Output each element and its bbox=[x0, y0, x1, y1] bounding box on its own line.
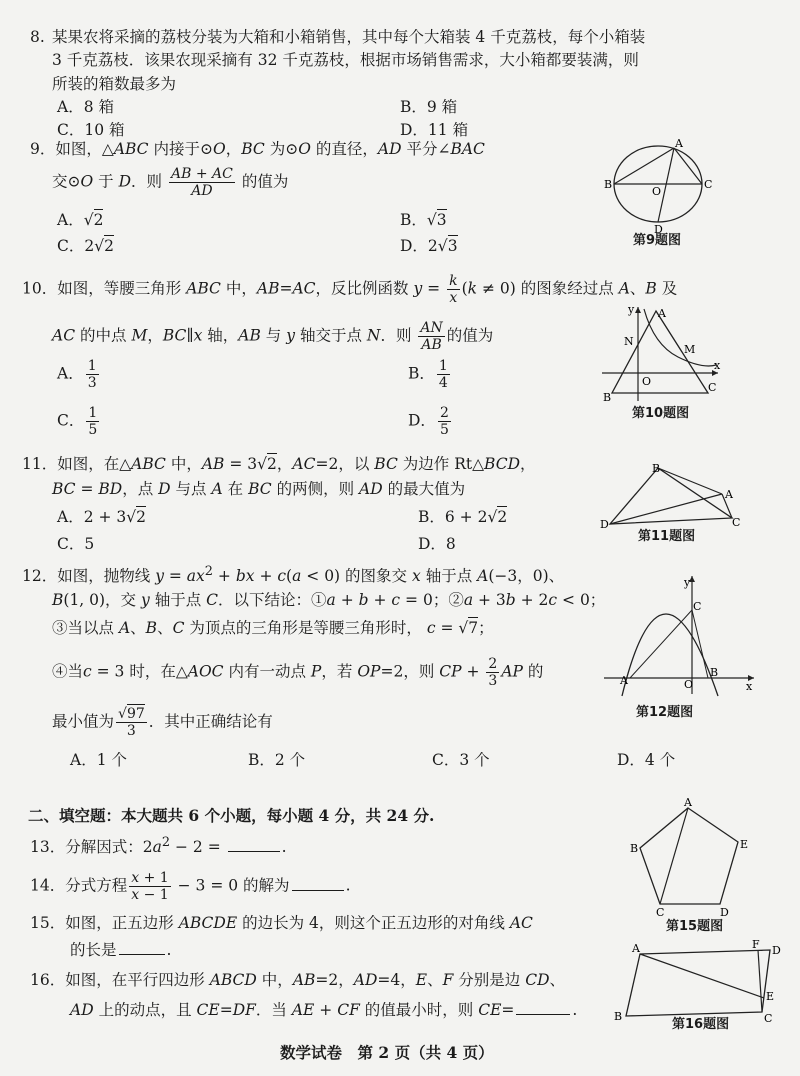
q9-option-c: C．2√2 bbox=[57, 237, 114, 255]
q16-line2: AD 上的动点，且 CE=DF．当 AE + CF 的值最小时，则 CE= . bbox=[70, 1001, 578, 1019]
svg-text:x: x bbox=[746, 680, 753, 693]
svg-text:E: E bbox=[740, 838, 749, 851]
svg-text:D: D bbox=[654, 223, 663, 236]
q15-line1: 15．如图，正五边形 ABCDE 的边长为 4，则这个正五边形的对角线 AC bbox=[30, 914, 533, 932]
svg-text:O: O bbox=[652, 185, 662, 198]
svg-text:B: B bbox=[604, 178, 613, 191]
svg-text:B: B bbox=[614, 1010, 623, 1022]
q9-option-b: B．√3 bbox=[400, 211, 447, 229]
q10-option-b: B． $\frac{1}{4}$ bbox=[408, 358, 448, 392]
svg-text:C: C bbox=[764, 1012, 773, 1022]
q9-figure bbox=[600, 138, 720, 238]
q16-figure bbox=[610, 938, 790, 1022]
svg-text:C: C bbox=[708, 381, 717, 394]
svg-text:F: F bbox=[752, 938, 760, 951]
svg-text:D: D bbox=[600, 518, 609, 531]
q8-option-b: B．9 箱 bbox=[400, 98, 458, 116]
svg-text:N: N bbox=[624, 335, 634, 348]
q15-figure bbox=[624, 798, 764, 920]
q12-option-b: B．2 个 bbox=[248, 751, 306, 769]
svg-text:C: C bbox=[732, 516, 741, 529]
section2-heading: 二、填空题：本大题共 6 个小题，每小题 4 分，共 24 分. bbox=[28, 806, 435, 825]
svg-text:y: y bbox=[684, 576, 691, 589]
q8-number: 8. bbox=[30, 28, 45, 46]
svg-text:B: B bbox=[630, 842, 639, 855]
svg-text:A: A bbox=[620, 674, 628, 687]
q10-option-d: D． $\frac{2}{5}$ bbox=[408, 405, 449, 439]
q8-option-a: A．8 箱 bbox=[57, 98, 114, 116]
q9-line1: 9．如图，△ABC 内接于⊙O，BC 为⊙O 的直径，AD 平分∠BAC bbox=[30, 140, 485, 158]
q10-option-c: C． $\frac{1}{5}$ bbox=[57, 405, 98, 439]
q9-option-d: D．2√3 bbox=[400, 237, 458, 255]
q11-line2: BC = BD，点 D 与点 A 在 BC 的两侧，则 AD 的最大值为 bbox=[52, 480, 466, 498]
q16-caption: 第16题图 bbox=[672, 1017, 730, 1032]
q11-caption: 第11题图 bbox=[638, 529, 696, 544]
q8-line1: 某果农将采摘的荔枝分装为大箱和小箱销售，其中每个大箱装 4 千克荔枝，每个小箱装 bbox=[52, 28, 646, 46]
svg-text:A: A bbox=[675, 138, 683, 150]
q15-line2: 的长是 . bbox=[70, 941, 172, 959]
q8-option-d: D．11 箱 bbox=[400, 121, 469, 139]
q8-option-c: C．10 箱 bbox=[57, 121, 125, 139]
q10-line1: 10．如图，等腰三角形 ABC 中，AB=AC，反比例函数 y = $\frac{k}{x}$ (k ≠ 0) 的图象经过点 A、B 及 bbox=[22, 273, 678, 307]
q12-line3: ③当以点 A、B、C 为顶点的三角形是等腰三角形时， c = √7； bbox=[52, 619, 494, 637]
svg-text:A: A bbox=[632, 942, 640, 955]
q11-option-a: A．2 + 3√2 bbox=[57, 508, 147, 526]
svg-text:D: D bbox=[720, 906, 729, 919]
svg-text:D: D bbox=[772, 944, 781, 957]
q10-option-a: A． $\frac{1}{3}$ bbox=[57, 358, 97, 392]
svg-text:O: O bbox=[642, 375, 652, 388]
svg-text:A: A bbox=[658, 307, 666, 320]
svg-text:B: B bbox=[603, 391, 612, 404]
q14: 14．分式方程 $\frac{x + 1}{x - 1}$ − 3 = 0 的解为 . bbox=[30, 870, 351, 904]
q12-caption: 第12题图 bbox=[636, 705, 694, 720]
svg-text:B: B bbox=[710, 666, 719, 679]
svg-text:y: y bbox=[628, 305, 635, 316]
q10-caption: 第10题图 bbox=[632, 406, 690, 421]
q11-option-c: C．5 bbox=[57, 535, 95, 553]
q9-fraction: $\frac{AB + AC}{AD}$ bbox=[171, 166, 233, 200]
q12-line1: 12．如图，抛物线 $y = ax^2$ + bx + c(a < 0) 的图象交 x 轴于点 A(−3，0)、 bbox=[22, 564, 565, 586]
q11-option-d: D．8 bbox=[418, 535, 456, 553]
q10-line2: AC 的中点 M，BC∥x 轴，AB 与 y 轴交于点 N．则 $\frac{AN}{AB}$ 的值为 bbox=[52, 320, 494, 354]
svg-text:E: E bbox=[766, 990, 775, 1003]
q12-line4: ④当c = 3 时，在△AOC 内有一动点 P，若 OP=2，则 CP + $\frac{2}{3}$ AP 的 bbox=[52, 656, 544, 690]
svg-text:C: C bbox=[704, 178, 713, 191]
q9-line2: 交⊙O 于 D．则 $\frac{AB + AC}{AD}$ 的值为 bbox=[52, 166, 289, 200]
svg-text:A: A bbox=[725, 488, 733, 501]
svg-text:O: O bbox=[684, 678, 694, 691]
q9-option-a: A．√2 bbox=[57, 211, 104, 229]
q12-option-c: C．3 个 bbox=[432, 751, 490, 769]
svg-text:M: M bbox=[684, 343, 696, 356]
svg-text:A: A bbox=[684, 798, 692, 809]
q11-line1: 11．如图，在△ABC 中，AB = 3√2，AC=2，以 BC 为边作 Rt△BCD， bbox=[22, 455, 536, 473]
svg-text:C: C bbox=[656, 906, 665, 919]
page-footer: 数学试卷 第 2 页（共 4 页） bbox=[280, 1043, 494, 1062]
svg-text:C: C bbox=[693, 600, 702, 613]
svg-text:x: x bbox=[714, 359, 721, 372]
q12-line2: B(1, 0)，交 y 轴于点 C．以下结论：①a + b + c = 0；②a + 3b + 2c < 0； bbox=[52, 591, 606, 609]
q12-figure bbox=[600, 572, 760, 702]
q12-line5: 最小值为 $\frac{√97}{3}$ ．其中正确结论有 bbox=[52, 706, 273, 740]
q16-line1: 16．如图，在平行四边形 ABCD 中，AB=2，AD=4，E、F 分别是边 CD、 bbox=[30, 971, 566, 989]
q8-line3: 所装的箱数最多为 bbox=[52, 75, 177, 93]
q12-option-a: A．1 个 bbox=[70, 751, 127, 769]
q10-figure bbox=[598, 305, 723, 405]
q15-caption: 第15题图 bbox=[666, 919, 724, 934]
q8-line2: 3 千克荔枝．该果农现采摘有 32 千克荔枝，根据市场销售需求，大小箱都要装满，则 bbox=[52, 51, 639, 69]
q11-figure bbox=[596, 460, 746, 532]
svg-text:B: B bbox=[652, 462, 661, 475]
q13: 13．分解因式：$2a^2 - 2$ = . bbox=[30, 835, 287, 857]
q9-caption: 第9题图 bbox=[633, 233, 682, 248]
q12-option-d: D．4 个 bbox=[617, 751, 676, 769]
q11-option-b: B．6 + 2√2 bbox=[418, 508, 508, 526]
